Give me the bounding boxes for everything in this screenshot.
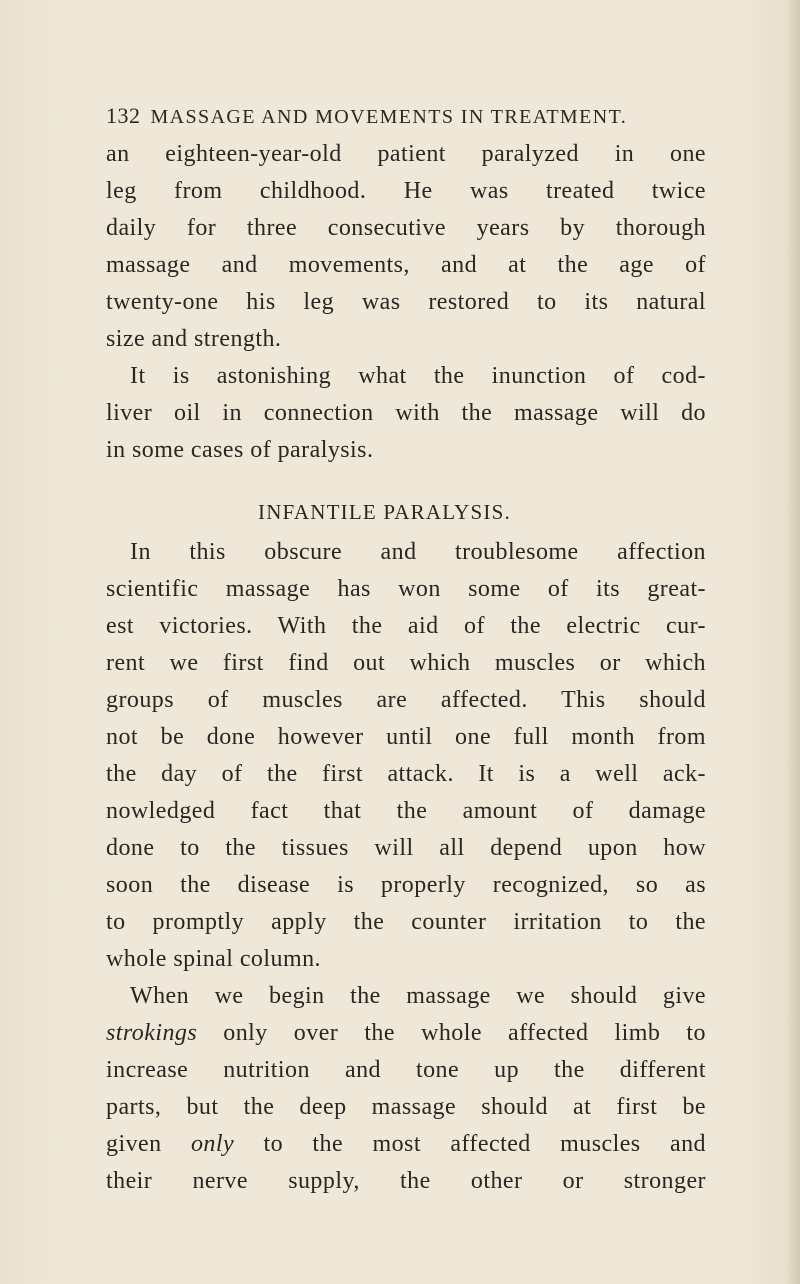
- section-heading: INFANTILE PARALYSIS.: [258, 500, 511, 524]
- text-line: leg from childhood. He was treated twice: [106, 178, 706, 204]
- text-line: twenty-one his leg was restored to its natural: [106, 289, 706, 315]
- text-line: to promptly apply the counter irritation to the: [106, 909, 706, 935]
- text-line: massage and movements, and at the age of: [106, 252, 706, 278]
- paragraph-cod-liver-oil: [106, 358, 706, 469]
- text-line: the day of the first attack. It is a well ack-: [106, 761, 706, 787]
- text-line: rent we first find out which muscles or which: [106, 650, 706, 676]
- text-line: nowledged fact that the amount of damage: [106, 798, 706, 824]
- running-head: [106, 103, 706, 133]
- text-line: scientific massage has won some of its great-: [106, 576, 706, 602]
- text-line: done to the tissues will all depend upon how: [106, 835, 706, 861]
- running-title: MASSAGE AND MOVEMENTS IN TREATMENT.: [150, 106, 628, 128]
- text-line: not be done however until one full month from: [106, 724, 706, 750]
- text-line: [106, 1015, 706, 1052]
- italic-only: only: [190, 1131, 235, 1157]
- text-line: It is astonishing what the inunction of cod-: [130, 363, 706, 389]
- text-line: parts, but the deep massage should at first be: [106, 1094, 706, 1120]
- text-line: whole spinal column.: [106, 946, 321, 972]
- text-line: [106, 1126, 706, 1163]
- text-run: only over the whole affected limb to: [197, 1020, 706, 1046]
- text-line: est victories. With the aid of the electric cur-: [106, 613, 706, 639]
- paragraph-infantile-paralysis: [106, 534, 706, 978]
- text-line: size and strength.: [106, 326, 282, 352]
- text-line: their nerve supply, the other or stronger: [106, 1168, 706, 1194]
- page-edge-shadow: [786, 0, 800, 1284]
- text-line: increase nutrition and tone up the different: [106, 1057, 706, 1083]
- paragraph-massage-technique: [106, 978, 706, 1200]
- text-line: soon the disease is properly recognized, so as: [106, 872, 706, 898]
- page-number: 132: [106, 103, 141, 128]
- text-line: When we begin the massage we should give: [130, 983, 706, 1009]
- text-run: given: [106, 1131, 191, 1157]
- paragraph-continued: [106, 136, 706, 358]
- text-line: liver oil in connection with the massage will do: [106, 400, 706, 426]
- body-text: [106, 136, 706, 1200]
- text-run: to the most affected muscles and: [234, 1131, 706, 1157]
- text-line: groups of muscles are affected. This should: [106, 687, 706, 713]
- text-line: an eighteen-year-old patient paralyzed in one: [106, 141, 706, 167]
- text-line: In this obscure and troublesome affection: [130, 539, 706, 565]
- text-line: in some cases of paralysis.: [106, 437, 374, 463]
- italic-strokings: strokings: [106, 1020, 198, 1046]
- text-line: daily for three consecutive years by thorough: [106, 215, 706, 241]
